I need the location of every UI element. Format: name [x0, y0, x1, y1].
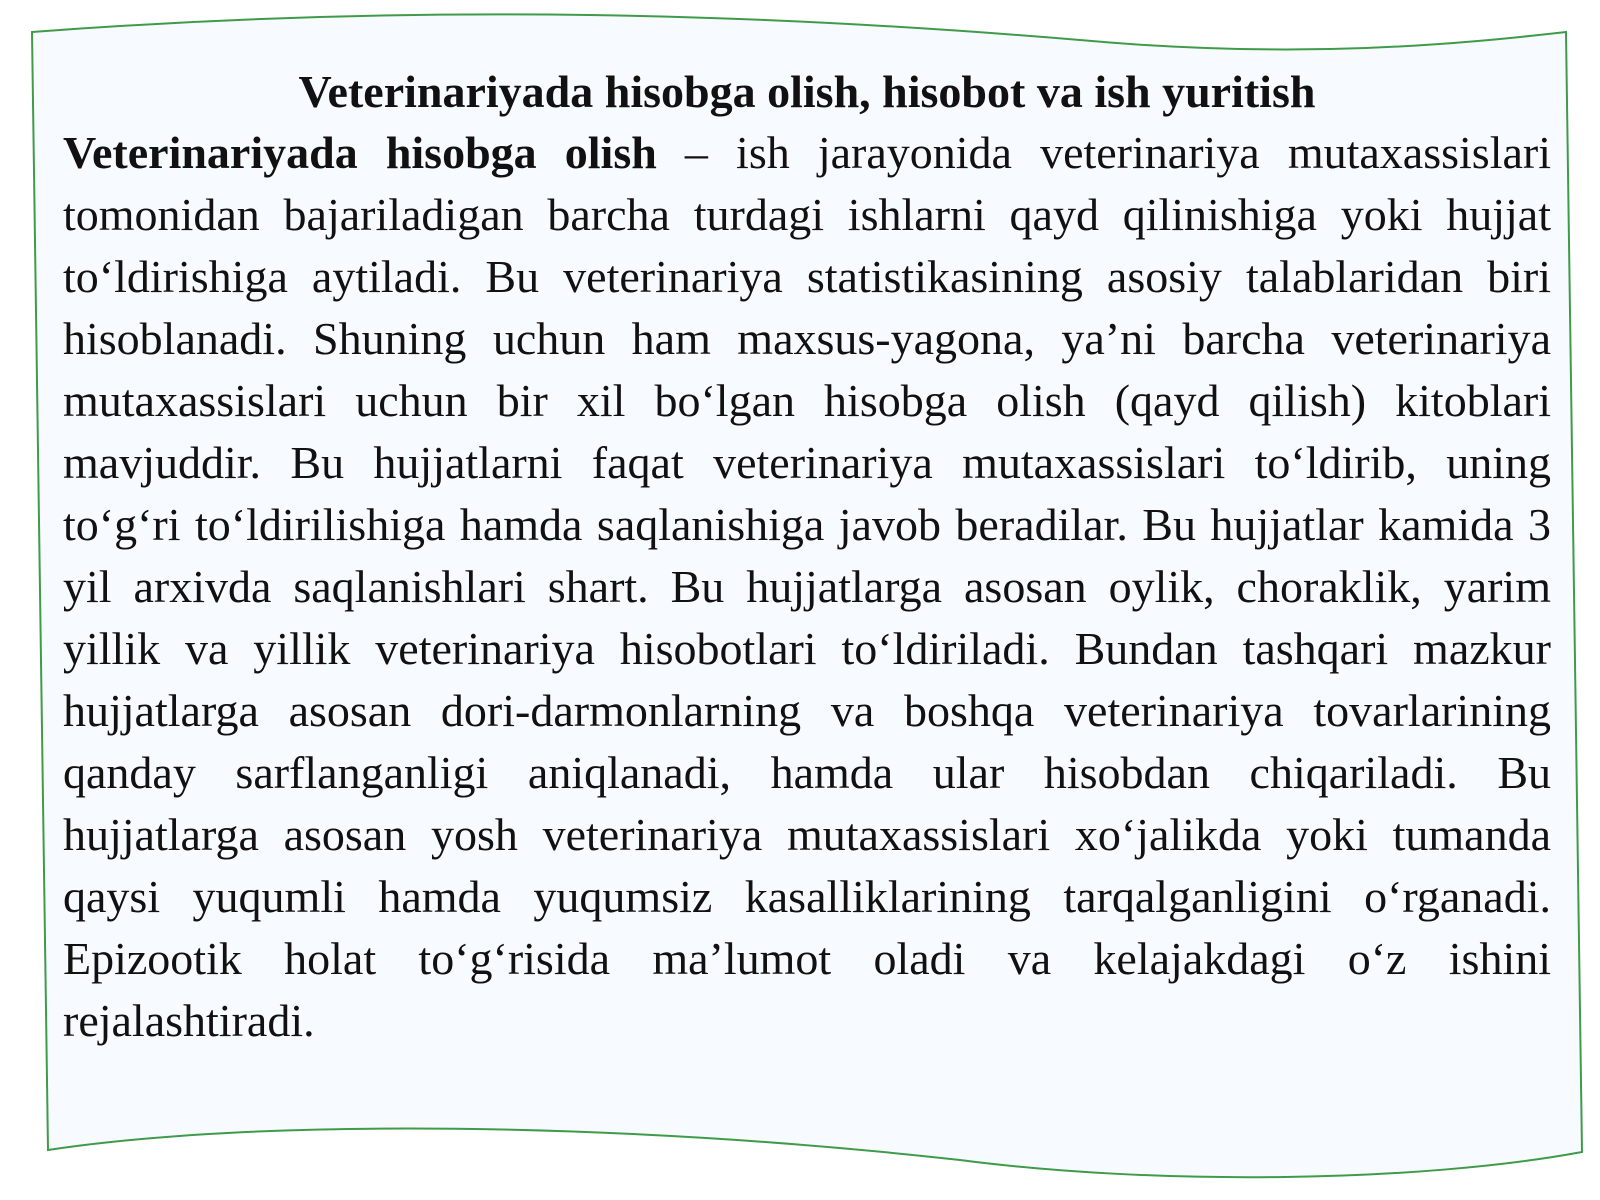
document-title: Veterinariyada hisobga olish, hisobot va ish yuritish: [298, 66, 1316, 117]
document-body: [63, 60, 1551, 1052]
paragraph-text: – ish jarayonida veterinariya mutaxassislari tomonidan bajariladigan barcha turdagi ishlarni qayd qilinishiga yoki hujjat to‘ldirishiga aytiladi. Bu veterinariya statistikasining asosiy talablaridan biri hisoblanadi. Shuning uchun ham maxsus-yagona, ya’ni barcha veterinariya mutaxassislari uchun bir xil bo‘lgan hisobga olish (qayd qilish) kitoblari mavjuddir. Bu hujjatlarni faqat veterinariya mutaxassislari to‘ldirib, uning to‘g‘ri to‘ldirilishiga hamda saqlanishiga javob beradilar. Bu hujjatlar kamida 3 yil arxivda saqlanishlari shart. Bu hujjatlarga asosan oylik, choraklik, yarim yillik va yillik veterinariya hisobotlari to‘ldiriladi. Bundan tashqari mazkur hujjatlarga asosan dori-darmonlarning va boshqa veterinariya tovarlarining qanday sarflanganligi aniqlanadi, hamda ular hisobdan chiqariladi. Bu hujjatlarga asosan yosh veterinariya mutaxassislari xo‘jalikda yoki tumanda qaysi yuqumli hamda yuqumsiz kasalliklarining tarqalganligini o‘rganadi. Epizootik holat to‘g‘risida ma’lumot oladi va kelajakdagi o‘z ishini rejalashtiradi.: [63, 127, 1551, 1046]
defined-term: Veterinariyada hisobga olish: [63, 127, 657, 178]
document-paragraph: [63, 122, 1551, 1052]
